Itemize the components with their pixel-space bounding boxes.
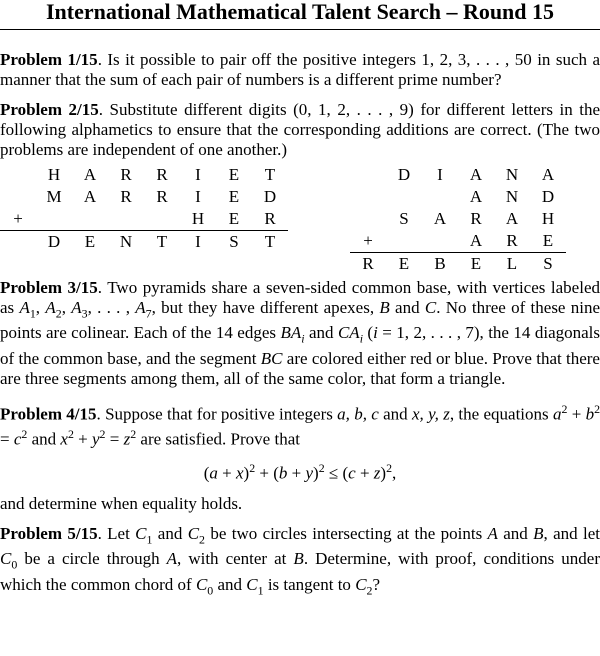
alphametic-1-cell: A (83, 187, 97, 206)
alphametic-1-result-cell: D (47, 232, 61, 251)
alphametic-1-cell: M (46, 187, 62, 206)
alphametic-1-cell: R (156, 165, 168, 184)
alphametic-1-cell: E (228, 209, 240, 228)
problem-4-tail (0, 494, 600, 514)
alphametic-1-result-cell: N (119, 232, 133, 251)
problem-4-label: Problem 4/15 (0, 404, 97, 424)
problem-3: Problem 3/15. Two pyramids share a seven-sided common base, with vertices labeled as $A_1$, $A_2$, $A_3$, . . . , $A_7$, but they have different apexes, B and C. No three of these nine points are colinear. Each of the 14 edges $BA_i$ and $CA_i$ (i = 1, 2, . . . , 7), the 14 diagonals of the common base, and the segment BC are colored either red or blue. Prove that there are three segments among them, all of the same color, that form a triangle. (0, 278, 600, 388)
problem-3-text-a: Two pyramids share a seven-sided common base, with vertices labeled as (0, 278, 600, 317)
math-vertices: A (19, 298, 30, 317)
problem-4-text-a: Suppose that for positive integers (105, 404, 338, 424)
alphametics (0, 164, 600, 273)
alphametic-2-cell: N (505, 187, 519, 206)
alphametic-1-cell: A (83, 165, 97, 184)
alphametic-2-cell: A (541, 165, 555, 184)
alphametic-2-cell (386, 230, 422, 252)
alphametic-1-cell: R (156, 187, 168, 206)
problem-5: Problem 5/15. Let $C_1$ and $C_2$ be two circles intersecting at the points A and B, and let $C_0$ be a circle through A, with center at B. Determine, with proof, conditions under which the common chord of $C_0$ and $C_1$ is tangent to $C_2$? (0, 523, 600, 597)
problem-4-text-c: are satisfied. Prove that (136, 430, 300, 450)
problem-5-text-g: is tangent to (263, 574, 356, 594)
problem-3-text-c: No three of these nine points are colinear. Each of the 14 edges (0, 298, 600, 343)
alphametic-2-cell: A (469, 187, 483, 206)
alphametic-2-result-cell: E (470, 254, 482, 273)
problem-1-label: Problem 1/15 (0, 50, 98, 69)
alphametic-1-row (0, 164, 288, 186)
alphametic-2-result-cell: R (362, 254, 374, 273)
alphametic-2-cell: E (542, 231, 554, 250)
alphametic-1-result-cell: E (84, 232, 96, 251)
problem-5-text-f: . Determine, with proof, conditions under which the common chord of (0, 549, 600, 594)
alphametic-1-cell: H (191, 209, 205, 228)
problem-2-label: Problem 2/15 (0, 100, 99, 119)
alphametic-1-cell (144, 208, 180, 230)
alphametic-2-row (350, 230, 566, 252)
problem-4-inequality: $(a + x)^2 + (b + y)^2 \le (c + z)^2$, (203, 461, 397, 483)
problem-5-text-c: , and let (543, 523, 600, 543)
problem-3-label: Problem 3/15 (0, 278, 98, 297)
alphametic-1-cell: D (263, 187, 277, 206)
alphametic-2-cell: R (506, 231, 518, 250)
alphametic-1-cell: R (120, 165, 132, 184)
problem-4: Problem 4/15. Suppose that for positive integers a, b, c and x, y, z, the equations $a^2 + b^2 = c^2$ and $x^2 + y^2 = z^2$ are satisfied. Prove that (0, 401, 600, 450)
alphametic-1-cell (72, 208, 108, 230)
alphametic-1-cell: E (228, 165, 240, 184)
alphametic-2-cell: D (541, 187, 555, 206)
problem-1-text: Is it possible to pair off the positive integers 1, 2, 3, . . . , 50 in such a manner that the sum of each pair of numbers is a different prime number? (0, 50, 600, 89)
alphametic-1-cell: I (195, 187, 201, 206)
alphametic-2-cell: D (397, 165, 411, 184)
alphametic-2-cell (422, 230, 458, 252)
problem-5-text-e: , with center at (177, 549, 294, 569)
alphametic-2-cell: A (469, 165, 483, 184)
problem-5-text-d: be a circle through (17, 549, 167, 569)
alphametic-2-cell: A (505, 209, 519, 228)
problem-4-text-d: and determine when equality holds. (0, 493, 243, 513)
alphametic-1-result-row (0, 231, 288, 253)
alphametic-1-cell: I (195, 165, 201, 184)
alphametic-1-cell (0, 186, 36, 208)
alphametic-2-cell (350, 186, 386, 208)
alphametic-1-result-cell: S (229, 232, 239, 251)
problem-list (0, 50, 600, 610)
page-title: International Mathematical Talent Search – Round 15 (45, 0, 555, 24)
problem-3-text-b: , but they have different apexes, (151, 298, 380, 317)
alphametic-2-cell: I (437, 165, 443, 184)
alphametic-1-result-cell (0, 231, 36, 253)
alphametic-1-cell (108, 208, 144, 230)
alphametic-1 (0, 164, 288, 253)
problem-3-text-d: , the 14 diagonals of the common base, and the segment (0, 323, 600, 368)
alphametic-1-cell: H (47, 165, 61, 184)
alphametic-1-cell: T (264, 165, 276, 184)
alphametic-2-cell: S (399, 209, 409, 228)
page-header (0, 0, 600, 30)
alphametic-2-cell (386, 186, 422, 208)
problem-1: Problem 1/15. Is it possible to pair off the positive integers 1, 2, 3, . . . , 50 in such a manner that the sum of each pair of numbers is a different prime number? (0, 50, 600, 89)
alphametic-2 (350, 164, 566, 275)
alphametic-1-result-cell: I (195, 232, 201, 251)
problem-5-text-a: Let (107, 523, 136, 543)
alphametic-2-result-cell: S (543, 254, 553, 273)
problem-2-text: Substitute different digits (0, 1, 2, . . . , 9) for different letters in the following alphametics to ensure that the corresponding additions are correct. (The two problems are independent of one another.) (0, 100, 600, 159)
alphametic-1-cell: + (13, 209, 23, 228)
alphametic-2-row (350, 208, 566, 230)
alphametic-2-cell: A (433, 209, 447, 228)
alphametic-1-cell: R (120, 187, 132, 206)
alphametic-1-cell: E (228, 187, 240, 206)
alphametic-2-cell: N (505, 165, 519, 184)
alphametic-1-result-cell: T (156, 232, 168, 251)
alphametic-2-result-cell: E (398, 254, 410, 273)
alphametic-2-row (350, 186, 566, 208)
alphametic-2-result-cell: L (506, 254, 518, 273)
problem-5-label: Problem 5/15 (0, 523, 98, 543)
alphametic-1-cell (0, 164, 36, 186)
alphametic-1-cell (36, 208, 72, 230)
problem-4-text-b: , the equations (449, 404, 553, 424)
header-rule (0, 29, 600, 30)
problem-5-text-b: be two circles intersecting at the points (205, 523, 488, 543)
alphametic-2-cell: H (541, 209, 555, 228)
alphametic-1-row (0, 186, 288, 208)
alphametic-1-result-cell: T (264, 232, 276, 251)
alphametic-2-result-row (350, 253, 566, 275)
alphametic-1-cell: R (264, 209, 276, 228)
problem-2: Problem 2/15. Substitute different digits (0, 1, 2, . . . , 9) for different letters in the following alphametics to ensure that the corresponding additions are correct. (The two problems are independent of one another.) (0, 100, 600, 159)
alphametic-1-row (0, 208, 288, 230)
alphametic-2-cell (422, 186, 458, 208)
alphametic-2-cell: R (470, 209, 482, 228)
alphametic-2-cell: + (363, 231, 373, 250)
alphametic-2-cell (350, 208, 386, 230)
alphametic-2-cell: A (469, 231, 483, 250)
alphametic-2-cell (350, 164, 386, 186)
problem-3-text-e: are colored either red or blue. Prove that there are three segments among them, all of the same color, that form a triangle. (0, 348, 600, 388)
alphametic-2-result-cell: B (434, 254, 446, 273)
alphametic-2-row (350, 164, 566, 186)
